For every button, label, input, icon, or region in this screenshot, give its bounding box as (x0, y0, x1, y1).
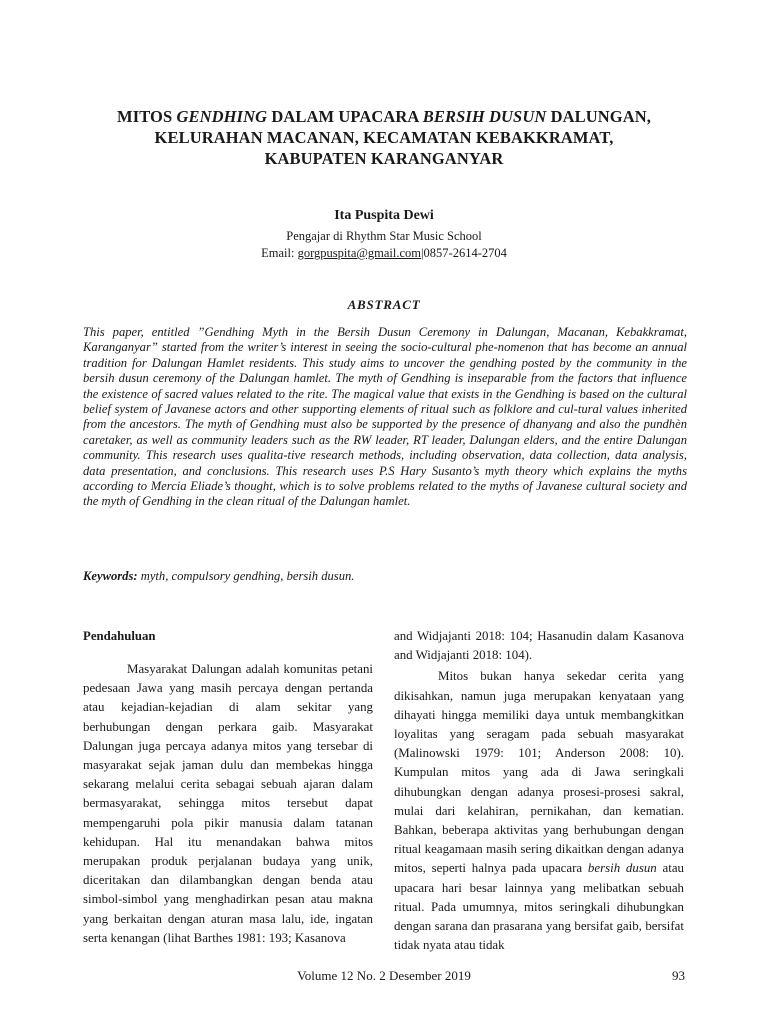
title-italic-term: GENDHING (176, 107, 268, 126)
paper-title (60, 106, 708, 169)
keywords-line (83, 569, 687, 584)
email-label: Email: (261, 246, 298, 260)
footer-volume: Volume 12 No. 2 Desember 2019 (297, 968, 471, 983)
title-text: DALAM UPACARA (267, 107, 423, 126)
title-italic-term: BERSIH DUSUN (422, 107, 547, 126)
footer-page-number: 93 (672, 968, 685, 983)
body-paragraph: Masyarakat Dalungan adalah komunitas petani pedesaan Jawa yang masih percaya dengan pertanda atau kejadian-kejadian di alam sekitar yang berhubungan dengan perkara gaib. Masyarakat Dalungan juga percaya adanya mitos yang tersebar di masyarakat sejak jaman dulu dan membekas hingga sekarang melalui cerita sebagai sebuah ajaran dalam bermasyarakat, sehingga mitos tersebut dapat mempengaruhi pola pikir manusia dalam tatanan kehidupan. Hal itu menandakan bahwa mitos merupakan produk perjalanan budaya yang unik, diceritakan dan dilambangkan dengan benda atau simbol-simbol yang menghadirkan pesan atau makna yang berkaitan dengan aturan masa lalu, ide, ingatan serta kenangan (lihat Barthes 1981: 193; Kasanova (83, 662, 373, 945)
abstract-heading: ABSTRACT (347, 297, 421, 312)
body-paragraph-continued: and Widjajanti 2018: 104; Hasanudin dalam Kasanova and Widjajanti 2018: 104). (394, 629, 684, 663)
abstract-body: This paper, entitled ”Gendhing Myth in the Bersih Dusun Ceremony in Dalungan, Macanan, Kebakkramat, Karanganyar” started from the writer’s interest in seeing the socio-cultural phe-nomenon that has become an annual tradition for Dalungan Hamlet residents. This study aims to uncover the gendhing posted by the community in the bersih dusun ceremony of the Dalungan hamlet. The myth of Gendhing is inseparable from the factors that influence the existence of sacred values related to the rite. The magical value that exists in the Gendhing is based on the cultural belief system of Javanese actors and other supporting elements of ritual such as folklore and cul-tural values inherited from the ancestors. The myth of Gendhing must also be supported by the presence of dhanyang and also the pundhèn caretaker, as well as community leaders such as the RW leader, RT leader, Dalungan elders, and the entire Dalungan community. This research uses qualita-tive research methods, including observation, data collection, data analysis, data presentation, and conclusions. This research uses P.S Hary Susanto’s myth theory which explains the myths according to Mercia Eliade’s thought, which is to solve problems related to the myths of Javanese cultural society and the myth of Gendhing in the clean ritual of the Dalungan hamlet. (83, 325, 687, 509)
title-line-2: KELURAHAN MACANAN, KECAMATAN KEBAKKRAMAT, (154, 128, 614, 147)
italic-term: bersih dusun (587, 861, 657, 876)
email-link[interactable]: gorgpuspita@gmail.com (297, 246, 422, 260)
left-column (83, 628, 373, 948)
title-text: MITOS (117, 107, 177, 126)
body-paragraph (394, 667, 684, 955)
title-line-3: KABUPATEN KARANGANYAR (264, 149, 504, 168)
author-contact (0, 246, 768, 261)
section-heading-pendahuluan: Pendahuluan (83, 629, 156, 643)
author-affiliation: Pengajar di Rhythm Star Music School (286, 229, 482, 243)
keywords-label: Keywords: (83, 569, 138, 583)
keywords-list: myth, compulsory gendhing, bersih dusun. (137, 569, 355, 583)
phone-number: 0857-2614-2704 (423, 246, 507, 260)
title-text: DALUNGAN, (546, 107, 651, 126)
contact-separator: | (421, 246, 424, 260)
paragraph-text: atau upacara hari besar lainnya yang melibatkan sebuah ritual. Pada umumnya, mitos seringkali dihubungkan dengan sarana dan prasarana yang bersifat gaib, bersifat tidak nyata atau tidak (394, 861, 684, 953)
right-column (394, 627, 684, 955)
paragraph-text: Mitos bukan hanya sekedar cerita yang dikisahkan, namun juga merupakan kenyataan yang dihayati hingga memiliki daya untuk membangkitkan loyalitas yang seragam pada sebuah masyarakat (Malinowski 1979: 101; Anderson 2008: 10). Kumpulan mitos yang ada di Jawa seringkali dihubungkan dengan adanya prosesi-prosesi sakral, mulai dari kelahiran, pernikahan, dan kematian. Bahkan, beberapa aktivitas yang berhubungan dengan ritual keagamaan masih sering dikaitkan dengan adanya mitos, seperti halnya pada upacara (394, 669, 684, 876)
author-name: Ita Puspita Dewi (334, 208, 434, 223)
